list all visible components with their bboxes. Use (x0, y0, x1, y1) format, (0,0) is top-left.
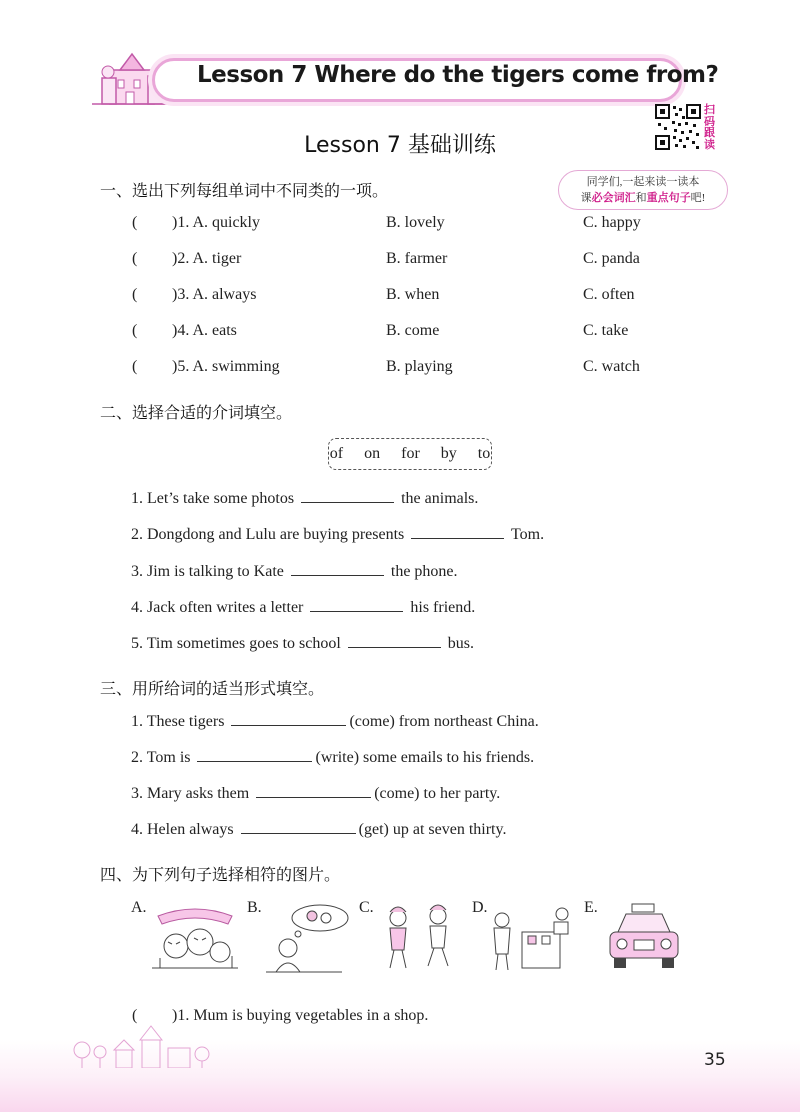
option-b: B. when (386, 286, 440, 303)
children-skating-picture[interactable] (378, 902, 464, 976)
answer-paren[interactable]: ( (132, 1007, 138, 1024)
fill-sentence: 4. Jack often writes a letter his friend. (131, 599, 476, 616)
fill-sentence: 2. Tom is (write) some emails to his friends. (131, 749, 535, 766)
fill-sentence: 4. Helen always (get) up at seven thirty. (131, 821, 507, 838)
answer-paren[interactable]: ( (132, 322, 138, 339)
option-c: C. happy (583, 214, 641, 231)
option-b: B. come (386, 322, 440, 339)
option-b: B. lovely (386, 214, 445, 231)
answer-paren[interactable]: ( (132, 358, 138, 375)
fill-sentence: 1. These tigers (come) from northeast China. (131, 713, 539, 730)
answer-blank[interactable] (301, 488, 394, 503)
option-a: )2. A. tiger (172, 250, 242, 267)
option-c: C. watch (583, 358, 640, 375)
lesson-banner (92, 48, 719, 110)
tip-line-2: 课必会词汇和重点句子吧! (580, 192, 706, 204)
answer-paren[interactable]: ( (132, 286, 138, 303)
tigers-picture[interactable] (148, 902, 242, 974)
answer-blank[interactable] (231, 711, 346, 726)
answer-blank[interactable] (411, 524, 504, 539)
picture-label-e: E. (584, 899, 598, 916)
answer-paren[interactable]: ( (132, 250, 138, 267)
option-b: B. playing (386, 358, 453, 375)
answer-blank[interactable] (291, 561, 384, 576)
option-c: C. often (583, 286, 635, 303)
fill-sentence: 3. Mary asks them (come) to her party. (131, 785, 501, 802)
option-a: )1. A. quickly (172, 214, 260, 231)
lesson-title: Lesson 7 Where do the tigers come from? (197, 62, 719, 88)
answer-blank[interactable] (241, 819, 356, 834)
fill-sentence: 5. Tim sometimes goes to school bus. (131, 635, 475, 652)
page-number: 35 (704, 1050, 726, 1070)
shopping-picture[interactable] (488, 902, 580, 976)
tip-line-1: 同学们,一起来读一读本 (586, 176, 700, 188)
section1-heading: 一、选出下列每组单词中不同类的一项。 (100, 181, 389, 200)
boy-thinking-picture[interactable] (262, 902, 354, 976)
section4-heading: 四、为下列句子选择相符的图片。 (100, 865, 341, 884)
word-bank: of on for by to (328, 438, 492, 470)
option-b: B. farmer (386, 250, 448, 267)
town-decoration-icon (70, 1024, 240, 1068)
picture-label-d: D. (472, 899, 488, 916)
option-a: )5. A. swimming (172, 358, 280, 375)
answer-blank[interactable] (310, 597, 403, 612)
option-c: C. take (583, 322, 629, 339)
page-subtitle: Lesson 7 基础训练 (304, 133, 496, 158)
answer-blank[interactable] (348, 633, 441, 648)
picture-label-c: C. (359, 899, 374, 916)
picture-label-a: A. (131, 899, 147, 916)
picture-label-b: B. (247, 899, 262, 916)
fill-sentence: 3. Jim is talking to Kate the phone. (131, 563, 458, 580)
section2-heading: 二、选择合适的介词填空。 (100, 403, 293, 422)
section3-heading: 三、用所给词的适当形式填空。 (100, 679, 325, 698)
option-c: C. panda (583, 250, 640, 267)
fill-sentence: 1. Let’s take some photos the animals. (131, 490, 479, 507)
option-a: )3. A. always (172, 286, 257, 303)
scan-to-read-label: 扫码跟读 (704, 103, 715, 151)
answer-paren[interactable]: ( (132, 214, 138, 231)
taxi-picture[interactable] (604, 902, 684, 974)
picture-sentence: )1. Mum is buying vegetables in a shop. (172, 1007, 429, 1024)
answer-blank[interactable] (197, 747, 312, 762)
answer-blank[interactable] (256, 783, 371, 798)
fill-sentence: 2. Dongdong and Lulu are buying presents Tom. (131, 526, 545, 543)
reading-tip-bubble (558, 170, 728, 210)
option-a: )4. A. eats (172, 322, 237, 339)
